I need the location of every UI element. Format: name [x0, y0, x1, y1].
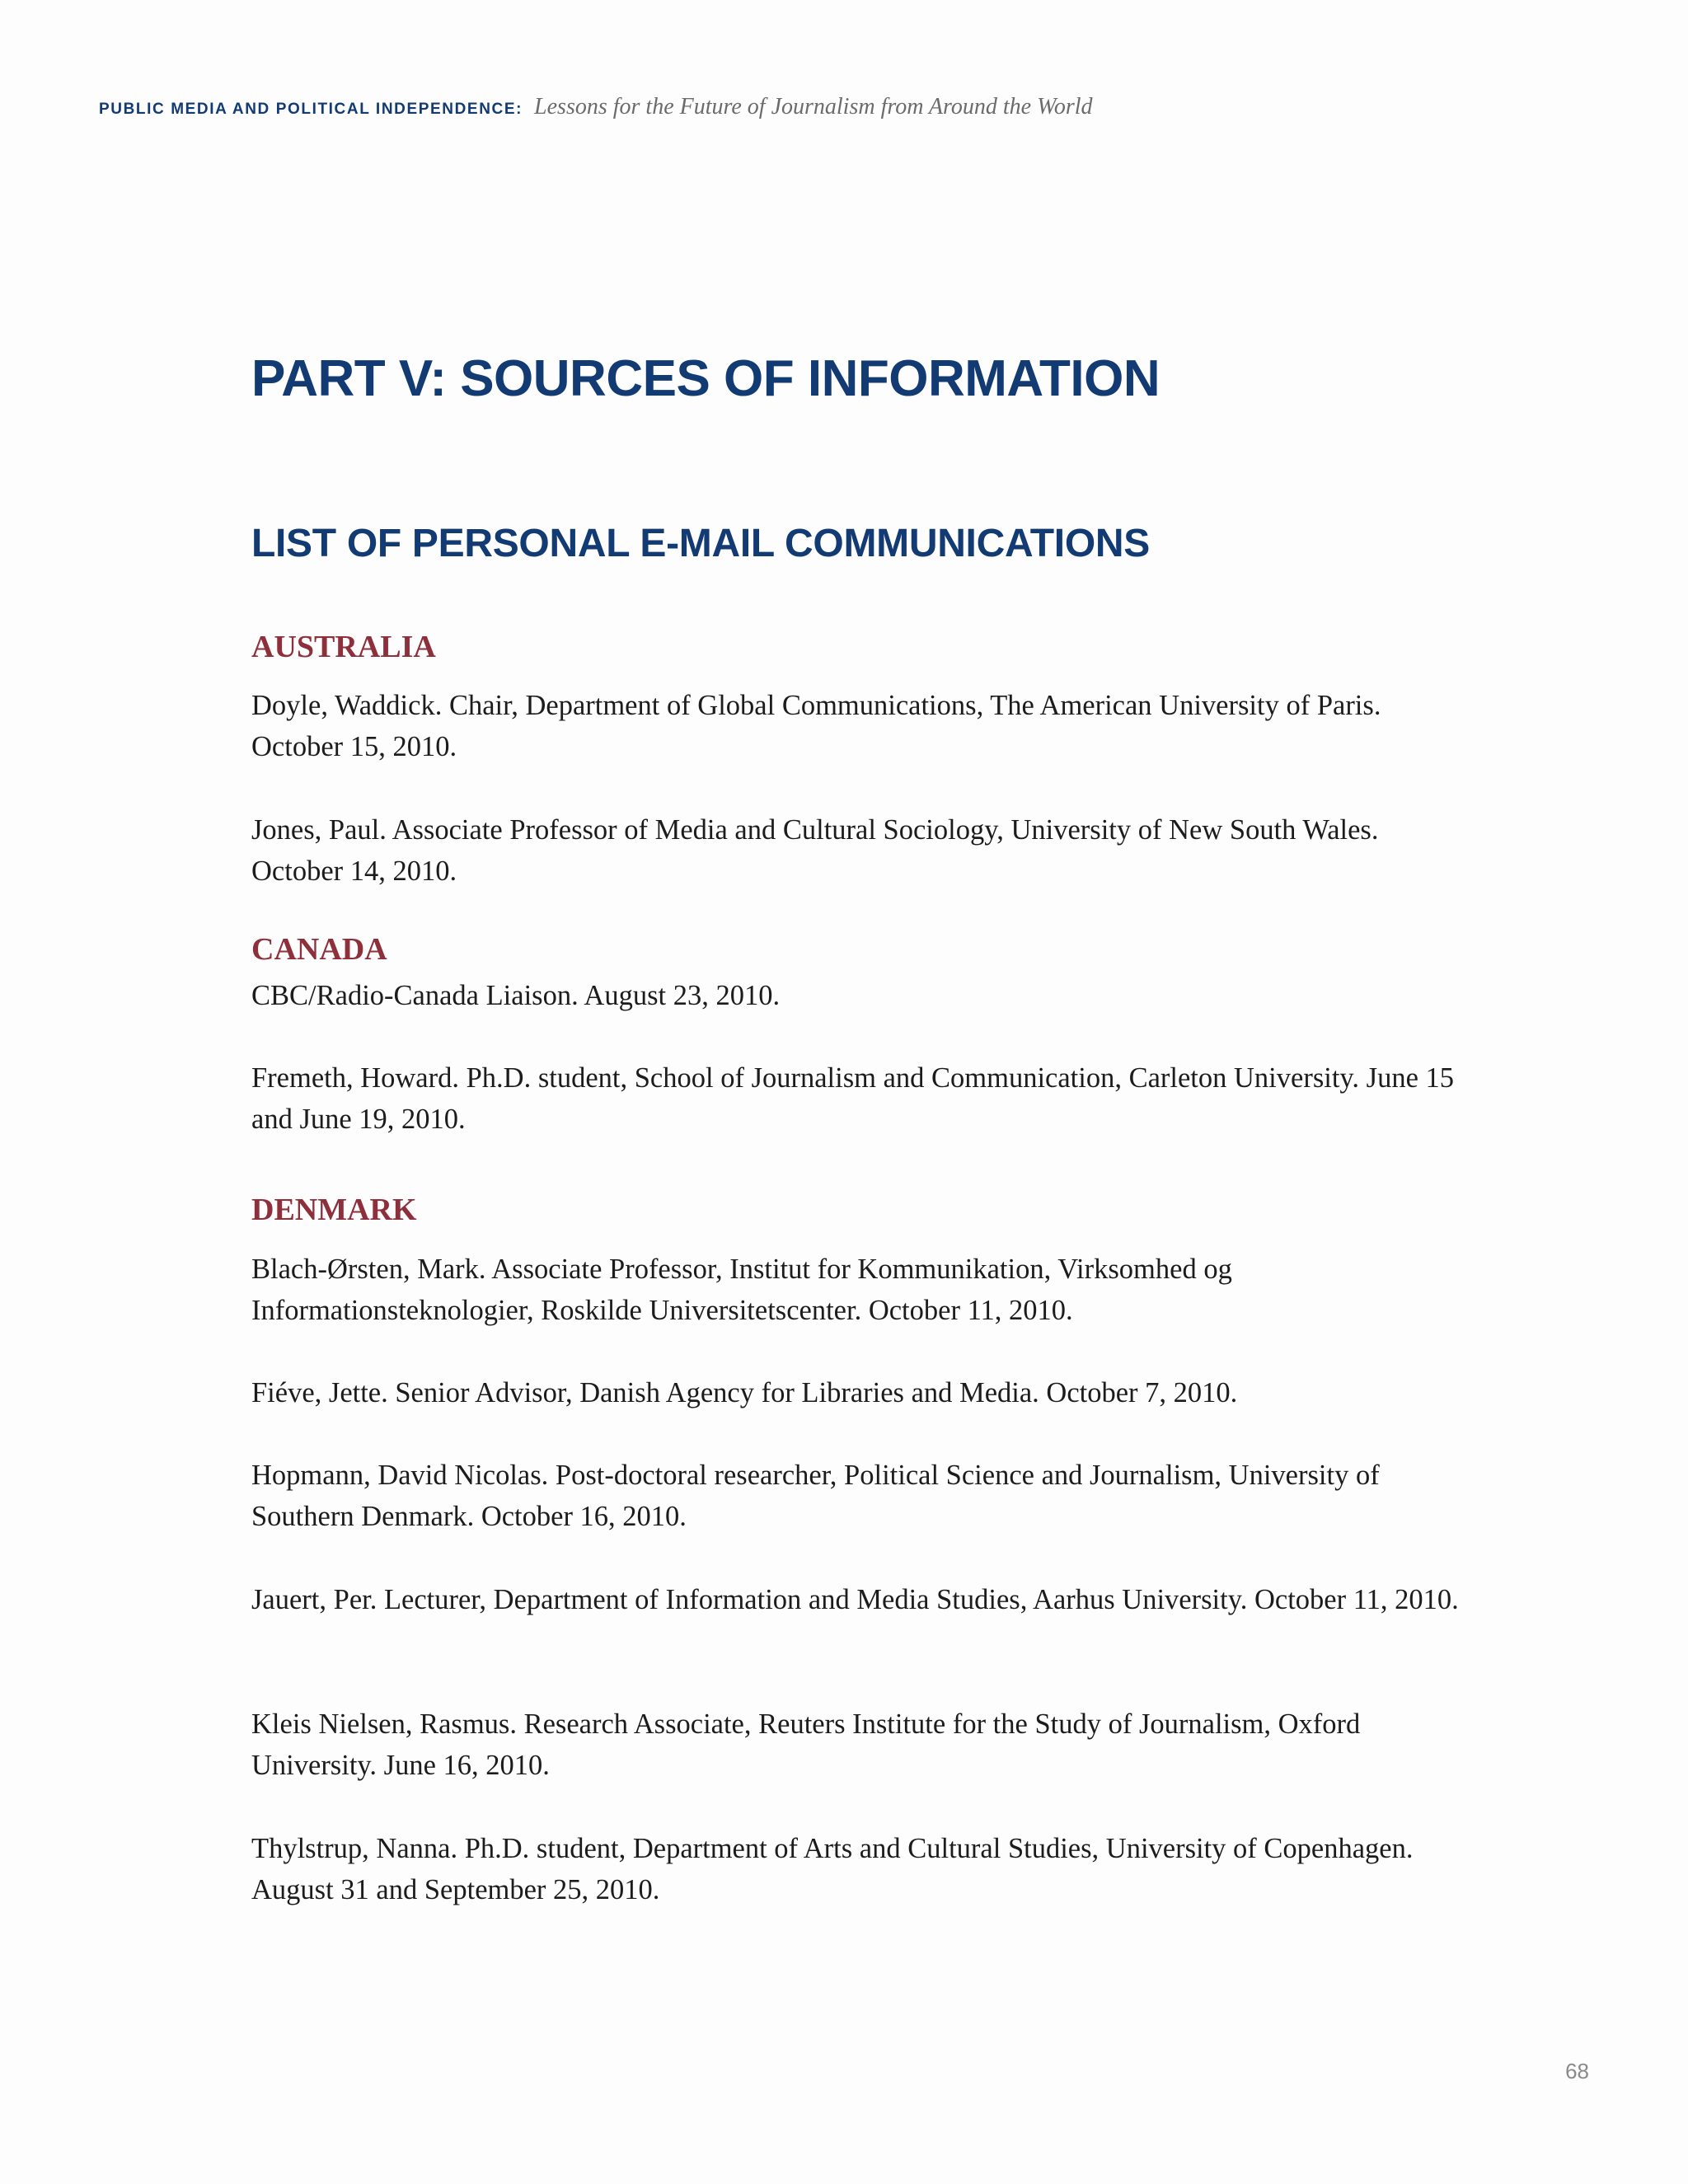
list-item: Kleis Nielsen, Rasmus. Research Associate, Reuters Institute for the Study of Journalism, Oxford University. June 16, 2010. [251, 1708, 1361, 1781]
list-item: Blach-Ørsten, Mark. Associate Professor, Institut for Kommunikation, Virksomhed og Informationsteknologier, Roskilde Universitetscenter. October 11, 2010. [251, 1254, 1232, 1326]
running-header [99, 94, 1093, 120]
list-item: Jones, Paul. Associate Professor of Media and Cultural Sociology, University of New South Wales. October 14, 2010. [251, 814, 1379, 887]
list-item: CBC/Radio-Canada Liaison. August 23, 2010. [251, 980, 781, 1011]
running-header-label: PUBLIC MEDIA AND POLITICAL INDEPENDENCE: [99, 101, 523, 118]
page-number: 68 [1565, 2059, 1589, 2083]
list-title: LIST OF PERSONAL E-MAIL COMMUNICATIONS [251, 522, 1150, 565]
list-item: Doyle, Waddick. Chair, Department of Global Communications, The American University of Paris. October 15, 2010. [251, 690, 1381, 762]
list-item: Fremeth, Howard. Ph.D. student, School of Journalism and Communication, Carleton University. June 15 and June 19, 2010. [251, 1062, 1455, 1135]
list-item: Fiéve, Jette. Senior Advisor, Danish Agency for Libraries and Media. October 7, 2010. [251, 1377, 1238, 1408]
list-item: Thylstrup, Nanna. Ph.D. student, Department of Arts and Cultural Studies, University of Copenhagen. August 31 and September 25, 2010. [251, 1833, 1414, 1905]
list-item: Jauert, Per. Lecturer, Department of Information and Media Studies, Aarhus University. October 11, 2010. [251, 1584, 1459, 1615]
country-heading-australia: AUSTRALIA [251, 630, 436, 664]
running-header-subtitle: Lessons for the Future of Journalism from Around the World [534, 94, 1093, 120]
country-heading-denmark: DENMARK [251, 1193, 417, 1227]
list-item: Hopmann, David Nicolas. Post-doctoral researcher, Political Science and Journalism, University of Southern Denmark. October 16, 2010. [251, 1460, 1380, 1532]
country-heading-canada: CANADA [251, 932, 387, 967]
part-title: PART V: SOURCES OF INFORMATION [251, 350, 1160, 407]
